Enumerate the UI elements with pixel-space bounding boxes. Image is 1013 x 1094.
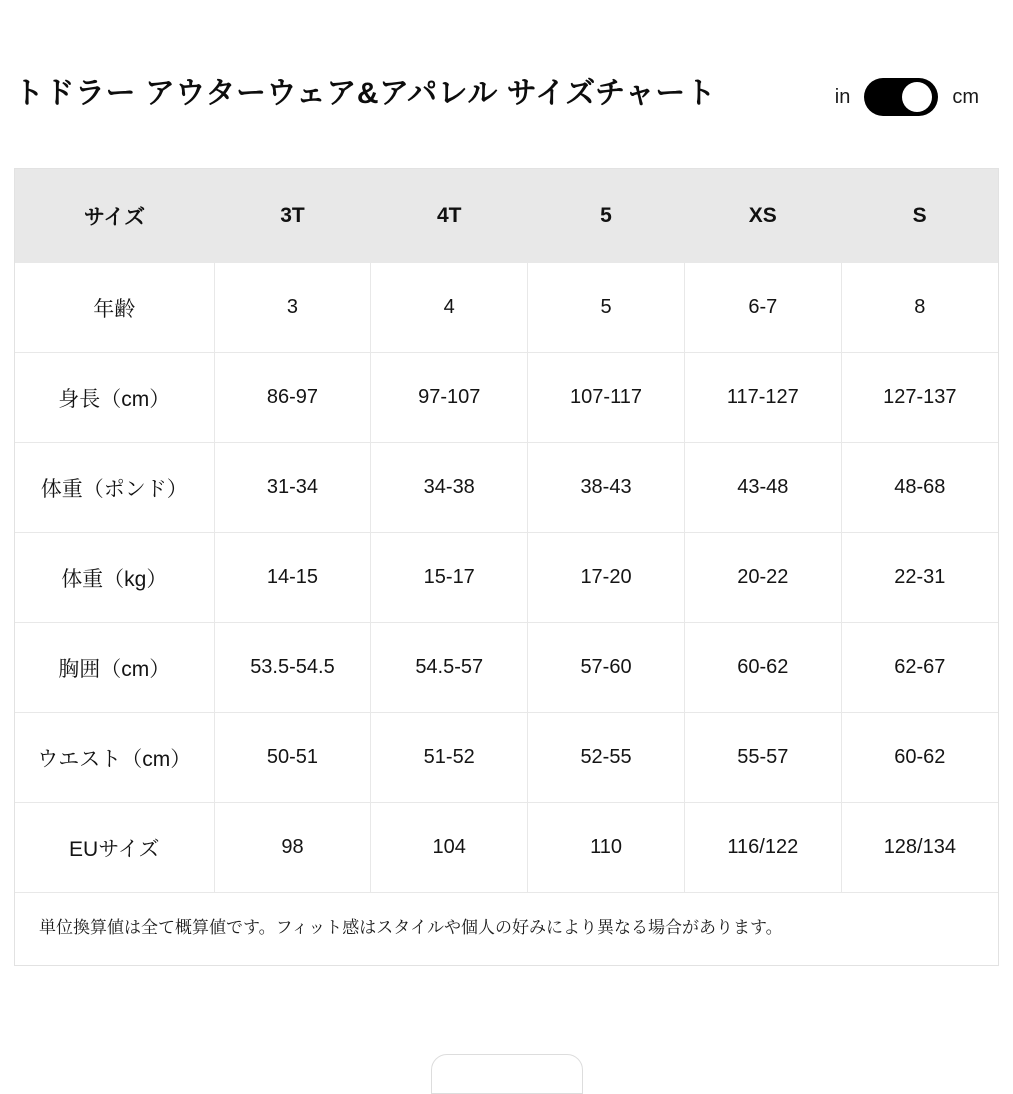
table-cell: 128/134 <box>841 803 998 893</box>
table-cell: 15-17 <box>371 533 528 623</box>
size-table-container <box>14 168 999 893</box>
table-cell: 127-137 <box>841 353 998 443</box>
table-cell: 107-117 <box>528 353 685 443</box>
table-cell: 97-107 <box>371 353 528 443</box>
table-row <box>15 353 998 443</box>
column-header-5: 5 <box>528 169 685 263</box>
table-cell: 48-68 <box>841 443 998 533</box>
table-header-row <box>15 169 998 263</box>
unit-label-inches: in <box>834 85 851 108</box>
table-cell: 22-31 <box>841 533 998 623</box>
table-cell: 60-62 <box>684 623 841 713</box>
bottom-handle[interactable] <box>431 1054 583 1094</box>
table-cell: 117-127 <box>684 353 841 443</box>
row-label: 体重（kg） <box>15 533 214 623</box>
table-header <box>15 169 998 263</box>
table-cell: 57-60 <box>528 623 685 713</box>
table-cell: 110 <box>528 803 685 893</box>
row-label: 体重（ポンド） <box>15 443 214 533</box>
table-cell: 116/122 <box>684 803 841 893</box>
table-cell: 5 <box>528 263 685 353</box>
table-row <box>15 623 998 713</box>
table-row <box>15 443 998 533</box>
row-label: 年齢 <box>15 263 214 353</box>
table-footnote: 単位換算値は全て概算値です。フィット感はスタイルや個人の好みにより異なる場合があります。 <box>14 893 999 966</box>
row-label: 胸囲（cm） <box>15 623 214 713</box>
table-cell: 62-67 <box>841 623 998 713</box>
column-header-xs: XS <box>684 169 841 263</box>
table-cell: 55-57 <box>684 713 841 803</box>
table-row <box>15 713 998 803</box>
table-cell: 4 <box>371 263 528 353</box>
table-cell: 104 <box>371 803 528 893</box>
table-cell: 86-97 <box>214 353 371 443</box>
table-cell: 60-62 <box>841 713 998 803</box>
table-cell: 98 <box>214 803 371 893</box>
table-cell: 6-7 <box>684 263 841 353</box>
table-cell: 34-38 <box>371 443 528 533</box>
table-row <box>15 263 998 353</box>
row-label: EUサイズ <box>15 803 214 893</box>
table-cell: 54.5-57 <box>371 623 528 713</box>
toggle-knob-icon <box>902 82 932 112</box>
table-cell: 50-51 <box>214 713 371 803</box>
row-label: 身長（cm） <box>15 353 214 443</box>
column-header-4t: 4T <box>371 169 528 263</box>
table-cell: 52-55 <box>528 713 685 803</box>
page-title: トドラー アウターウェア&アパレル サイズチャート <box>14 77 717 110</box>
chart-header <box>0 0 1013 116</box>
table-cell: 20-22 <box>684 533 841 623</box>
column-header-3t: 3T <box>214 169 371 263</box>
table-cell: 17-20 <box>528 533 685 623</box>
table-cell: 43-48 <box>684 443 841 533</box>
table-cell: 53.5-54.5 <box>214 623 371 713</box>
table-row <box>15 533 998 623</box>
table-row <box>15 803 998 893</box>
column-header-s: S <box>841 169 998 263</box>
table-cell: 8 <box>841 263 998 353</box>
table-cell: 3 <box>214 263 371 353</box>
table-cell: 38-43 <box>528 443 685 533</box>
size-table <box>15 169 998 893</box>
table-body <box>15 263 998 893</box>
table-cell: 31-34 <box>214 443 371 533</box>
row-label: ウエスト（cm） <box>15 713 214 803</box>
table-cell: 51-52 <box>371 713 528 803</box>
unit-label-centimeters: cm <box>952 85 979 108</box>
unit-toggle-switch[interactable] <box>864 78 938 116</box>
column-header-size: サイズ <box>15 169 214 263</box>
table-cell: 14-15 <box>214 533 371 623</box>
unit-toggle-group[interactable] <box>835 78 979 116</box>
